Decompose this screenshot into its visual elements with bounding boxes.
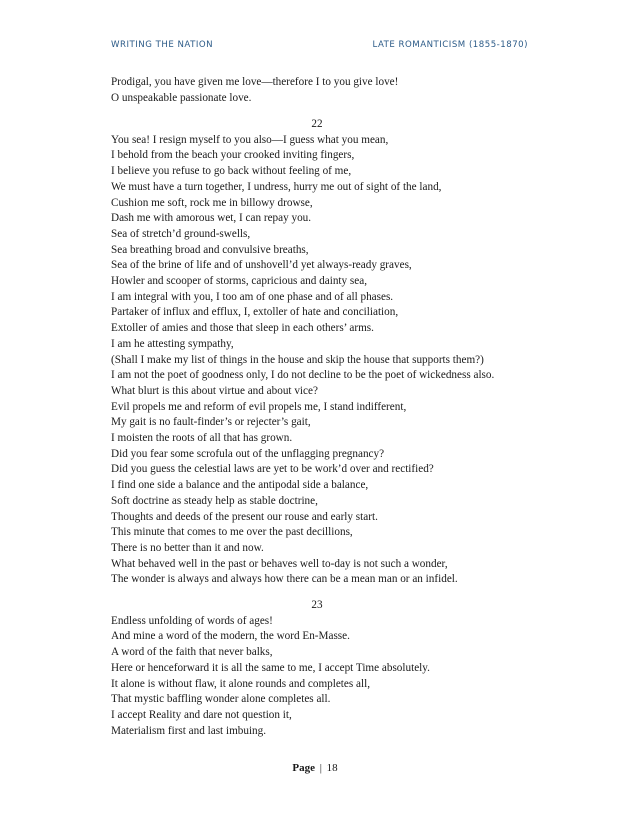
page-separator: |	[319, 762, 322, 774]
poem-line: Here or henceforward it is all the same to me, I accept Time absolutely.	[111, 661, 430, 674]
page-number: 18	[326, 762, 338, 774]
page-footer	[0, 762, 630, 774]
poem-line: Sea of the brine of life and of unshovell’d yet always-ready graves,	[111, 259, 412, 272]
poem-line: Cushion me soft, rock me in billowy drowse,	[111, 196, 313, 209]
poem-line: My gait is no fault-finder’s or rejecter’s gait,	[111, 416, 311, 429]
poem-line: A word of the faith that never balks,	[111, 646, 273, 659]
poem-line: What blurt is this about virtue and about vice?	[111, 384, 318, 397]
poem-line: Thoughts and deeds of the present our rouse and early start.	[111, 510, 378, 523]
poem-line: Did you guess the celestial laws are yet to be work’d over and rectified?	[111, 463, 434, 476]
poem-line: I believe you refuse to go back without feeling of me,	[111, 165, 352, 178]
poem-line: Sea breathing broad and convulsive breaths,	[111, 243, 309, 256]
section-number: 23	[311, 599, 323, 611]
section-22	[111, 117, 531, 588]
poem-line: I am he attesting sympathy,	[111, 337, 234, 350]
poem-line: We must have a turn together, I undress, hurry me out of sight of the land,	[111, 180, 442, 193]
poem-line: I accept Reality and dare not question it,	[111, 708, 292, 721]
poem-line: The wonder is always and always how there can be a mean man or an infidel.	[111, 573, 458, 586]
poem-line: I moisten the roots of all that has grown.	[111, 432, 293, 445]
poem-line: I am integral with you, I too am of one phase and of all phases.	[111, 290, 394, 303]
running-header-section: LATE ROMANTICISM (1855-1870)	[372, 40, 528, 50]
poem-line: There is no better than it and now.	[111, 541, 264, 554]
poem-line: That mystic baffling wonder alone completes all.	[111, 693, 331, 706]
poem-line: Extoller of amies and those that sleep in each others’ arms.	[111, 322, 374, 335]
poem-line: Prodigal, you have given me love—therefore I to you give love!	[111, 76, 399, 88]
poem-line: Did you fear some scrofula out of the unflagging pregnancy?	[111, 447, 385, 460]
poem-line: I am not the poet of goodness only, I do not decline to be the poet of wickedness also.	[111, 369, 495, 382]
poem-line: Endless unfolding of words of ages!	[111, 614, 273, 627]
poem-line: Partaker of influx and efflux, I, extoller of hate and conciliation,	[111, 306, 399, 319]
poem-line: O unspeakable passionate love.	[111, 91, 252, 104]
poem-line: This minute that comes to me over the past decillions,	[111, 526, 353, 539]
poem-line: What behaved well in the past or behaves well to-day is not such a wonder,	[111, 557, 448, 570]
poem-line: Sea of stretch’d ground-swells,	[111, 227, 251, 240]
running-header-title: WRITING THE NATION	[111, 40, 214, 50]
poem-line: Soft doctrine as steady help as stable doctrine,	[111, 494, 318, 507]
poem-line: Dash me with amorous wet, I can repay you.	[111, 212, 312, 225]
poem-line: You sea! I resign myself to you also—I guess what you mean,	[111, 133, 389, 146]
poem-line: It alone is without flaw, it alone rounds and completes all,	[111, 677, 371, 690]
poem-line: Evil propels me and reform of evil propels me, I stand indifferent,	[111, 400, 407, 413]
poem-line: Howler and scooper of storms, capricious and dainty sea,	[111, 275, 367, 288]
section-number: 22	[311, 118, 323, 130]
poem-line: I find one side a balance and the antipodal side a balance,	[111, 479, 369, 492]
poem-line: I behold from the beach your crooked inviting fingers,	[111, 149, 355, 162]
page-label: Page	[292, 762, 315, 774]
poem-line: (Shall I make my list of things in the house and skip the house that supports them?)	[111, 353, 484, 366]
intro-stanza	[111, 75, 531, 106]
poem-line: And mine a word of the modern, the word En-Masse.	[111, 630, 350, 643]
section-23	[111, 598, 531, 739]
poem-line: Materialism first and last imbuing.	[111, 724, 267, 737]
